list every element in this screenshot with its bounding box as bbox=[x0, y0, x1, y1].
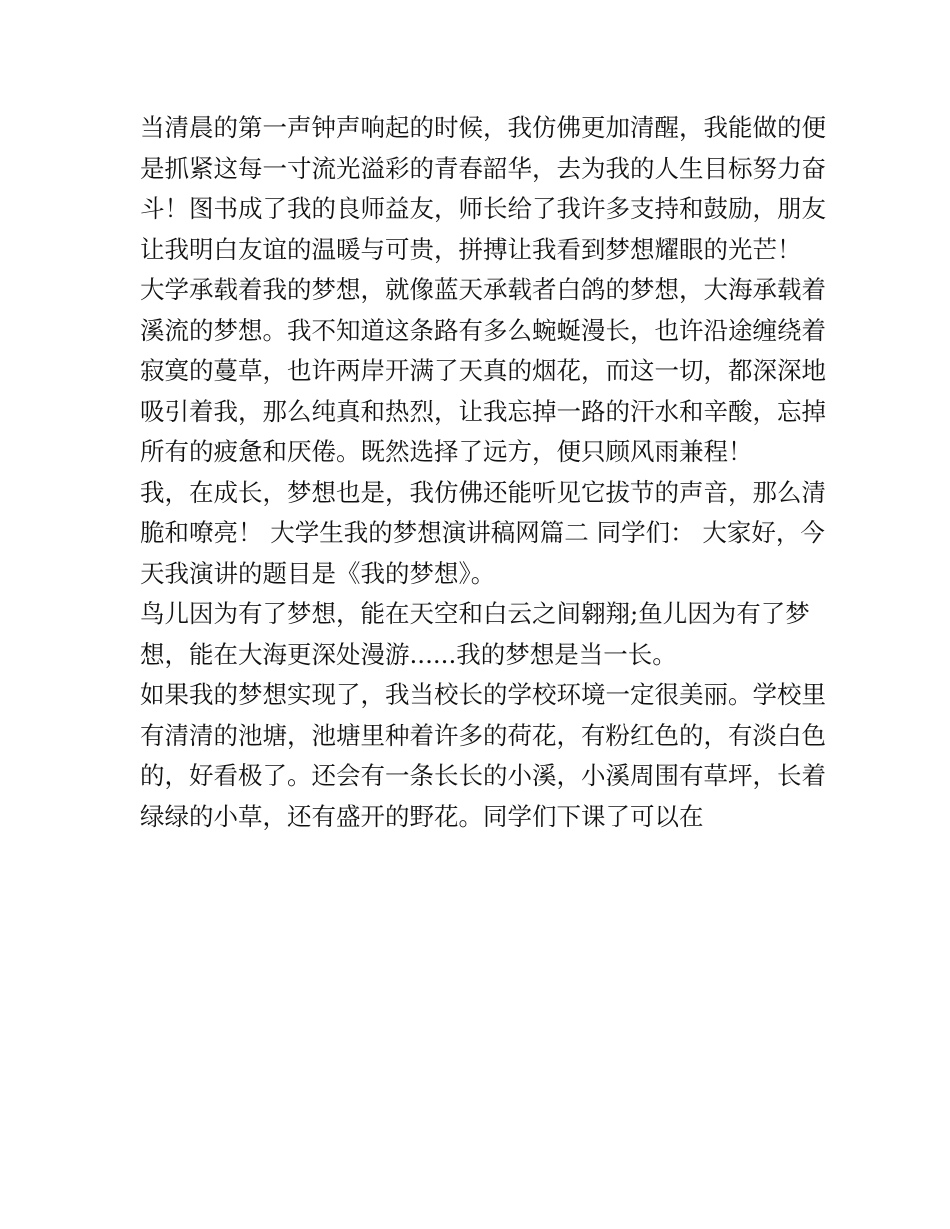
document-page bbox=[140, 108, 830, 837]
paragraph-4: 鸟儿因为有了梦想，能在天空和白云之间翱翔;鱼儿因为有了梦想，能在大海更深处漫游......我的梦想是当一长。 bbox=[140, 599, 810, 669]
paragraph-1: 当清晨的第一声钟声响起的时候，我仿佛更加清醒，我能做的便是抓紧这每一寸流光溢彩的青春韶华，去为我的人生目标努力奋斗！图书成了我的良师益友，师长给了我许多支持和鼓励，朋友让我明白友谊的温暖与可贵，拼搏让我看到梦想耀眼的光芒！ bbox=[140, 113, 826, 264]
paragraph-5: 如果我的梦想实现了，我当校长的学校环境一定很美丽。学校里有清清的池塘，池塘里种着许多的荷花，有粉红色的，有淡白色的，好看极了。还会有一条长长的小溪，小溪周围有草坪，长着绿绿的小草，还有盛开的野花。同学们下课了可以在 bbox=[140, 680, 826, 831]
paragraph-2: 大学承载着我的梦想，就像蓝天承载者白鸽的梦想，大海承载着溪流的梦想。我不知道这条路有多么蜿蜒漫长，也许沿途缠绕着寂寞的蔓草，也许两岸开满了天真的烟花，而这一切，都深深地吸引着我，那么纯真和热烈，让我忘掉一路的汗水和辛酸，忘掉所有的疲惫和厌倦。既然选择了远方，便只顾风雨兼程！ bbox=[140, 275, 826, 466]
paragraph-3: 我，在成长，梦想也是，我仿佛还能听见它拔节的声音，那么清脆和嘹亮！ 大学生我的梦想演讲稿网篇二 同学们： 大家好，今天我演讲的题目是《我的梦想》。 bbox=[140, 477, 826, 588]
